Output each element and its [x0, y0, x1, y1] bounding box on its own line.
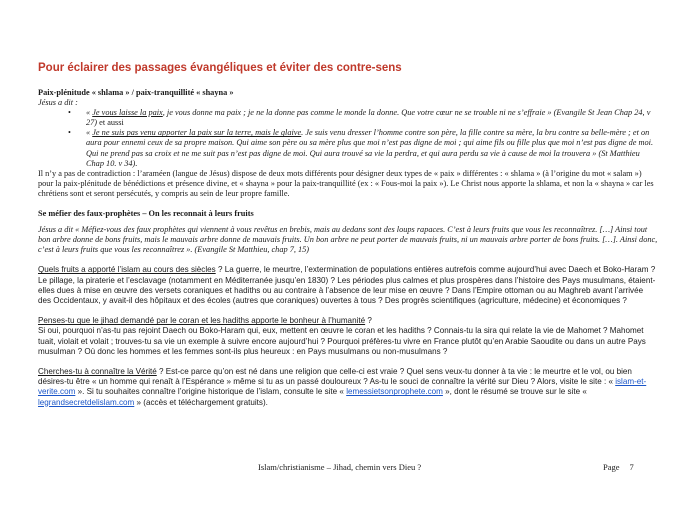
- intro-line: Jésus a dit :: [38, 98, 78, 108]
- page-title: Pour éclairer des passages évangéliques et éviter des contre-sens: [38, 62, 402, 74]
- bullet-tail: et aussi: [97, 118, 124, 128]
- explanation-paragraph: Il n’y a pas de contradiction : l’araméen (langue de Jésus) dispose de deux mots différents pour désigner deux types de « paix » différentes : « shlama » (à l’origine du mot « salam ») pour la paix-plénitude de bénédictions et présence divine, et « shayna » pour la paix-tranquillité (ex : « Fous-moi la paix »). Le Christ nous apporte la shlama, et non la « shayna » car les chrétiens sont et seront persécutés, y compris au sein de leur propre famille.: [38, 168, 654, 198]
- bullet-quote-text: , je vous donne ma paix ; je ne la donne pas comme le monde la donne. Que votre cœur ne se trouble ni ne s’effraie » (Evangile St Jean Chap 24, v 27): [86, 108, 651, 128]
- paragraph-text: », dont le résumé se trouve sur le site «: [442, 387, 587, 397]
- bullet-underlined-quote: Je ne suis pas venu apporter la paix sur la terre, mais le glaive: [92, 128, 302, 138]
- paragraph-jihad-heading: [38, 316, 658, 326]
- footer-text: Islam/christianisme – Jihad, chemin vers Dieu ?: [258, 462, 422, 472]
- paragraph-text: » (accès et téléchargement gratuits).: [134, 397, 268, 407]
- link-legrandsecretdelislam[interactable]: legrandsecretdelislam.com: [38, 397, 135, 407]
- list-item: [76, 128, 658, 168]
- paragraph-lead: Cherches-tu à connaître la Vérité: [38, 367, 157, 377]
- paragraph-fruits: [38, 265, 658, 306]
- bullet-underlined-quote: Je vous laisse la paix: [92, 108, 163, 118]
- page-label: Page: [603, 462, 620, 472]
- section-heading-prophetes: Se méfier des faux-prophètes – On les reconnait à leurs fruits: [38, 209, 254, 219]
- paragraph-text: ». Si tu souhaites connaître l’origine historique de l’islam, consulte le site «: [75, 387, 347, 397]
- bullet-open: «: [86, 128, 93, 138]
- paragraph-lead: Quels fruits a apporté l’islam au cours des siècles: [38, 265, 216, 275]
- paragraph-jihad: Si oui, pourquoi n’as-tu pas rejoint Daech ou Boko-Haram qui, eux, mettent en œuvre le coran et les hadiths ? Connais-tu la sira qui relate la vie de Mahomet ? Mahomet tuait, violait et volait ; trouves-tu sa vie un exemple à suivre encore aujourd’hui ? Pourquoi préfères-tu vivre en France plutôt qu’en Arabie Saoudite ou dans un autre Pays musulman ? Où donc les hommes et les femmes sont-ils plus heureux : en Pays musulmans ou non-musulmans ?: [38, 326, 646, 356]
- quote-list: [38, 108, 658, 169]
- paragraph-text: ? La guerre, le meurtre, l’extermination de populations entières autrefois comme aujourd’hui avec Daech et Boko-Haram ? Le pillage, la piraterie et l’esclavage (notamment en Méditerranée jusqu’en 1830) ? Les périodes plus calmes et plus prospères dans l’histoire des Pays musulmans, étaient-elles dues à mise en œuvre des versets coraniques et hadiths ou au contraire à l’absence de leur mise en œuvre ? Dans l’Empire ottoman ou au Maghreb avant l’arrivée des Occidentaux, y avait-il des hôpitaux et des écoles (autres que coraniques) ouvertes à tous ? Des progrès scientifiques (agriculture, médecine) et économiques ?: [38, 265, 656, 306]
- bullet-open: «: [86, 108, 93, 118]
- paragraph-question-mark: ?: [365, 316, 372, 326]
- paragraph-text: ? Est-ce parce qu’on est né dans une religion que celle-ci est vraie ? Quel sens veux-tu donner à ta vie : le meurtre et le vol, ou bien désires-tu être « un homme qui renaît à l’Espérance » même si tu as un passé douloureux ? As-tu le souci de connaître la vérité sur Dieu ? Alors, visite le site : «: [38, 367, 632, 387]
- link-lemessietsonprophete[interactable]: lemessietsonprophete.com: [346, 387, 443, 397]
- list-item: [76, 108, 658, 128]
- link-islam-et-verite[interactable]: islam-et-verite.com: [38, 377, 647, 397]
- bullet-quote-text: . Je suis venu dresser l’homme contre son père, la fille contre sa mère, la bru contre sa belle-mère ; et on aura pour ennemi ceux de sa propre maison. Qui aime son père ou sa mère plus que moi n’est pas digne de moi ; qui aime fils ou fille plus que moi n’est pas digne de moi. Qui ne prend pas sa croix et ne me suit pas n’est pas digne de moi. Qui aura trouvé sa vie la perdra, et qui aura perdu sa vie à cause de moi la trouvera » (St Matthieu Chap 10. v 34).: [86, 128, 654, 168]
- matthieu-quote: Jésus a dit « Méfiez-vous des faux prophètes qui viennent à vous revêtus en brebis, mais au dedans sont des loups rapaces. C’est à leurs fruits que vous les reconnaîtrez. […] Ainsi tout bon arbre donne de bons fruits, mais le mauvais arbre donne de mauvais fruits. Un bon arbre ne peut porter de mauvais fruits, ni un mauvais arbre porter de bons fruits. […]. Ainsi donc, c’est à leurs fruits que vous les reconnaîtrez ». (Evangile St Matthieu, chap 7, 15): [38, 225, 658, 255]
- section-heading-paix: Paix-plénitude « shlama » / paix-tranquillité « shayna »: [38, 88, 234, 97]
- page-number: [603, 462, 634, 472]
- paragraph-verite: [38, 367, 658, 408]
- page-content: [38, 88, 658, 408]
- paragraph-lead: Penses-tu que le jihad demandé par le coran et les hadiths apporte le bonheur à l’humanité: [38, 316, 366, 326]
- page-number-value: 7: [629, 462, 634, 472]
